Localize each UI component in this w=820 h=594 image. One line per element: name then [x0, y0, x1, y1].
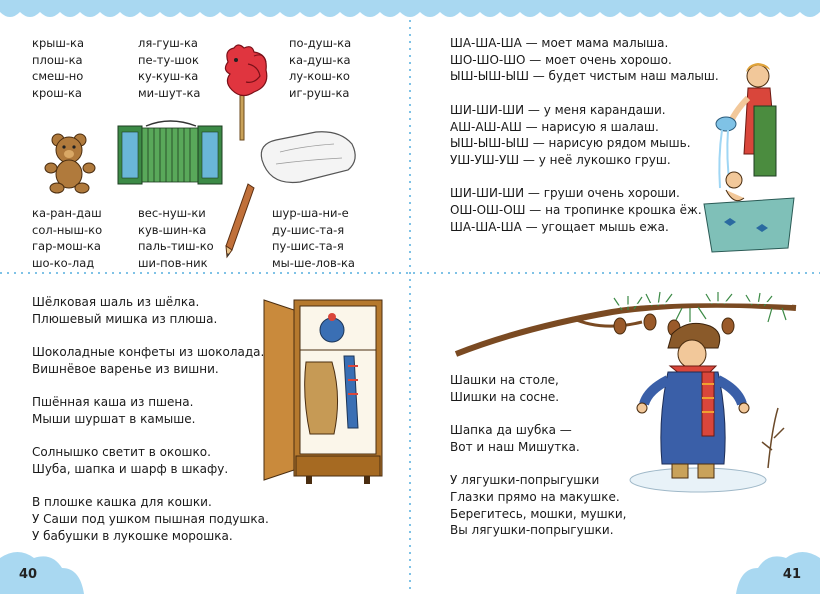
- accordion-illustration: [116, 118, 224, 190]
- phrase-block-bottom-left: [32, 294, 269, 544]
- phrase-block-bottom-right: [450, 372, 626, 539]
- phrase-line: Шёлковая шаль из шёлка.: [32, 295, 200, 309]
- phrase-line: Шоколадные конфеты из шоколада.: [32, 345, 265, 360]
- section-divider-horizontal: [0, 272, 820, 274]
- syllable-column-top-2: [138, 35, 200, 101]
- syllable-word: вес-нуш-ки: [138, 206, 206, 220]
- phrase-line: УШ-УШ-УШ — у неё лукошко груш.: [450, 152, 671, 167]
- syllable-word: крош-ка: [32, 85, 82, 100]
- syllable-word: кув-шин-ка: [138, 222, 207, 237]
- syllable-word: сол-ныш-ко: [32, 222, 103, 237]
- teddy-bear-illustration: [42, 132, 100, 194]
- phrase-line: Мыши шуршат в камыше.: [32, 411, 196, 426]
- phrase-line: Плюшевый мишка из плюша.: [32, 311, 218, 326]
- phrase-line: У Саши под ушком пышная подушка.: [32, 512, 269, 527]
- syllable-word: ши-пов-ник: [138, 255, 208, 270]
- phrase-line: ША-ША-ША — моет мама малыша.: [450, 36, 669, 50]
- phrase-line: ШО-ШО-ШО — моет очень хорошо.: [450, 52, 672, 67]
- pencil-illustration: [222, 182, 256, 258]
- syllable-word: смеш-но: [32, 69, 84, 84]
- phrase-line: У бабушки в лукошке морошка.: [32, 528, 233, 543]
- syllable-column-bottom-1: [32, 205, 102, 271]
- phrase-line: Вишнёвое варенье из вишни.: [32, 361, 219, 376]
- syllable-word: ка-ран-даш: [32, 206, 102, 220]
- phrase-line: ЫШ-ЫШ-ЫШ — будет чистым наш малыш.: [450, 69, 719, 84]
- phrase-block-top: [450, 35, 719, 235]
- page-number-left: 40: [19, 567, 38, 582]
- phrase-line: Шашки на столе,: [450, 373, 559, 387]
- phrase-line: Солнышко светит в окошко.: [32, 445, 211, 460]
- syllable-word: лу-кош-ко: [289, 69, 350, 84]
- phrase-line: Шуба, шапка и шарф в шкафу.: [32, 461, 229, 476]
- page-corner-left: [0, 550, 90, 594]
- pillow-illustration: [256, 130, 360, 186]
- syllable-column-bottom-2: [138, 205, 214, 271]
- phrase-line: ЫШ-ЫШ-ЫШ — нарисую рядом мышь.: [450, 136, 691, 151]
- syllable-word: гар-мош-ка: [32, 239, 101, 254]
- phrase-line: Вот и наш Мишутка.: [450, 439, 580, 454]
- syllable-word: плош-ка: [32, 52, 83, 67]
- phrase-line: Глазки прямо на макушке.: [450, 489, 620, 504]
- syllable-word: иг-руш-ка: [289, 85, 350, 100]
- syllable-word: ка-душ-ка: [289, 52, 351, 67]
- phrase-line: ОШ-ОШ-ОШ — на тропинке крошка ёж.: [450, 203, 702, 217]
- boy-in-winter-clothes-illustration: [628, 318, 796, 498]
- phrase-line: Берегитесь, мошки, мушки,: [450, 506, 627, 521]
- syllable-column-bottom-3: [272, 205, 355, 271]
- syllable-word: мы-ше-лов-ка: [272, 255, 355, 270]
- page-number-right: 41: [782, 567, 801, 582]
- phrase-line: Шапка да шубка —: [450, 423, 572, 438]
- phrase-line: В плошке кашка для кошки.: [32, 495, 212, 510]
- syllable-word: пе-ту-шок: [138, 52, 199, 67]
- phrase-line: Пшённая каша из пшена.: [32, 395, 194, 410]
- phrase-line: Шишки на сосне.: [450, 389, 560, 404]
- syllable-word: ду-шис-та-я: [272, 222, 345, 237]
- phrase-line: ША-ША-ША — угощает мышь ежа.: [450, 219, 669, 234]
- syllable-word: ку-куш-ка: [138, 69, 199, 84]
- wardrobe-illustration: [262, 296, 386, 486]
- rooster-lollipop-illustration: [218, 42, 274, 142]
- phrase-line: У лягушки-попрыгушки: [450, 473, 600, 488]
- syllable-word: пу-шис-та-я: [272, 239, 344, 254]
- syllable-word: по-душ-ка: [289, 36, 352, 50]
- phrase-line: ШИ-ШИ-ШИ — груши очень хороши.: [450, 186, 680, 201]
- syllable-word: шур-ша-ни-е: [272, 206, 349, 220]
- syllable-word: паль-тиш-ко: [138, 239, 214, 254]
- syllable-word: ля-гуш-ка: [138, 36, 198, 50]
- syllable-word: шо-ко-лад: [32, 255, 95, 270]
- phrase-line: АШ-АШ-АШ — нарисую я шалаш.: [450, 119, 659, 134]
- page-divider-vertical: [409, 20, 411, 590]
- page-corner-right: [730, 550, 820, 594]
- syllable-column-top-3: [289, 35, 351, 101]
- mother-washing-child-illustration: [704, 58, 794, 258]
- phrase-line: ШИ-ШИ-ШИ — у меня карандаши.: [450, 102, 666, 117]
- syllable-word: крыш-ка: [32, 36, 84, 50]
- syllable-word: ми-шут-ка: [138, 85, 201, 100]
- phrase-line: Вы лягушки-попрыгушки.: [450, 523, 614, 538]
- syllable-column-top-1: [32, 35, 84, 101]
